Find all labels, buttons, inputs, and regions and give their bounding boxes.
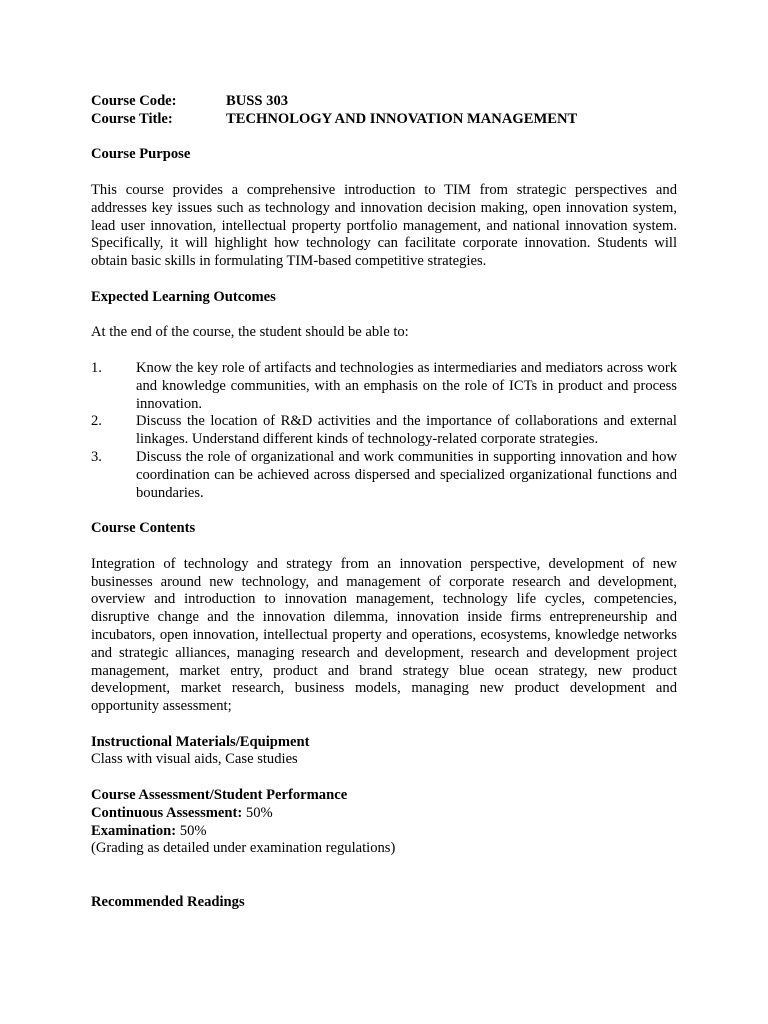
course-purpose-heading: Course Purpose <box>91 146 191 163</box>
course-code-value: BUSS 303 <box>226 93 289 109</box>
list-item-text: Know the key role of artifacts and technologies as intermediaries and mediators across work and knowledge communities, with an emphasis on the role of ICTs in product and process innovation. <box>136 359 677 412</box>
list-item <box>91 360 677 413</box>
course-contents-heading: Course Contents <box>91 520 196 537</box>
continuous-assessment-line <box>91 805 677 823</box>
materials-heading: Instructional Materials/Equipment <box>91 733 310 750</box>
list-item-number: 1. <box>91 359 102 376</box>
materials-text: Class with visual aids, Case studies <box>91 751 298 768</box>
examination-label: Examination: <box>91 822 177 839</box>
continuous-assessment-value: 50% <box>242 804 273 821</box>
continuous-assessment-label: Continuous Assessment: <box>91 804 243 821</box>
examination-line <box>91 823 677 841</box>
course-title-row <box>91 111 677 129</box>
list-item-number: 2. <box>91 413 102 430</box>
course-contents-text: Integration of technology and strategy from an innovation perspective, development of new businesses around new technology, and management of corporate research and development, overview and introduction to innovation management, technology life cycles, competencies, disruptive change and the innovation dilemma, innovation inside firms entrepreneurship and incubators, open innovation, intellectual property and operations, ecosystems, knowledge networks and strategic alliances, managing research and development, research and development project management, market entry, product and brand strategy blue ocean strategy, new product development, market research, business models, managing new product development and opportunity assessment; <box>91 555 677 715</box>
recommended-readings-heading: Recommended Readings <box>91 893 245 910</box>
learning-outcomes-heading: Expected Learning Outcomes <box>91 288 276 305</box>
assessment-heading: Course Assessment/Student Performance <box>91 787 348 804</box>
assessment-section <box>91 787 677 858</box>
document-page <box>91 93 677 912</box>
course-code-label: Course Code: <box>91 93 177 109</box>
materials-section <box>91 734 677 770</box>
learning-outcomes-intro: At the end of the course, the student should be able to: <box>91 324 409 341</box>
list-item <box>91 413 677 449</box>
learning-outcomes-list <box>91 360 677 502</box>
list-item-text: Discuss the role of organizational and work communities in supporting innovation and how coordination can be achieved across dispersed and specialized organizational functions and boundaries. <box>136 448 677 501</box>
list-item-number: 3. <box>91 448 102 465</box>
course-title-label: Course Title: <box>91 110 173 127</box>
list-item <box>91 449 677 502</box>
grading-note: (Grading as detailed under examination regulations) <box>91 840 396 857</box>
list-item-text: Discuss the location of R&D activities and the importance of collaborations and external linkages. Understand different kinds of technology-related corporate strategies. <box>136 413 677 448</box>
course-title-value: TECHNOLOGY AND INNOVATION MANAGEMENT <box>226 110 578 127</box>
course-purpose-text: This course provides a comprehensive introduction to TIM from strategic perspectives and addresses key issues such as technology and innovation decision making, open innovation system, lead user innovation, intellectual property portfolio management, and national innovation system. Specifically, it will highlight how technology can facilitate corporate innovation. Students will obtain basic skills in formulating TIM-based competitive strategies. <box>91 181 677 270</box>
examination-value: 50% <box>176 822 207 839</box>
course-code-row <box>91 93 677 111</box>
